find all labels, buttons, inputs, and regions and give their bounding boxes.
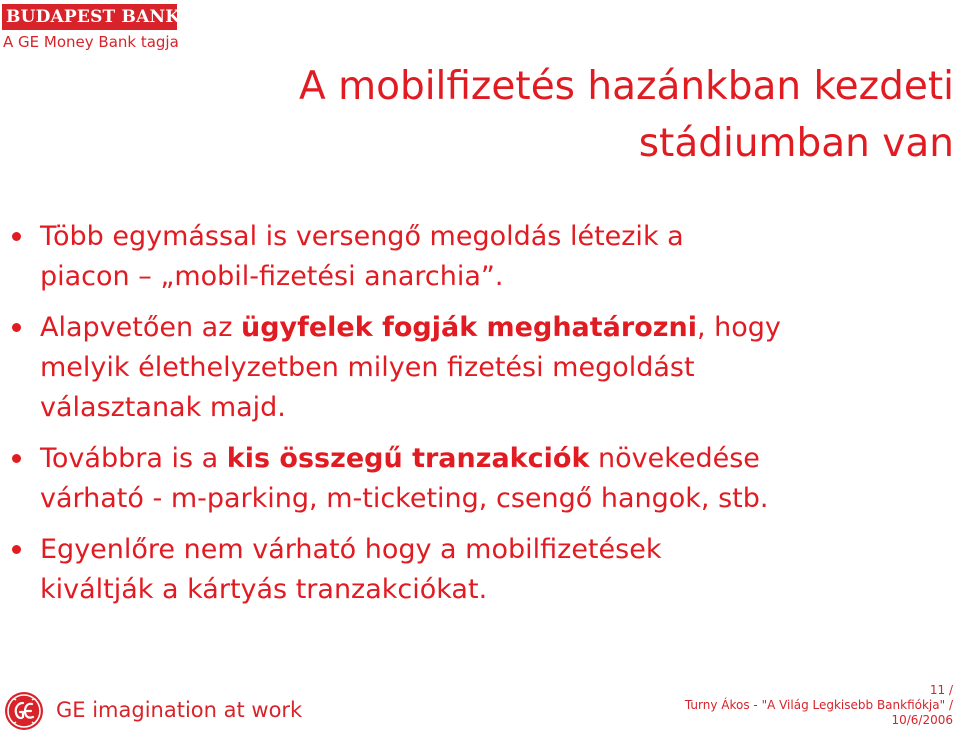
bullet-3-emphasis: kis összegű tranzakciók xyxy=(226,443,590,474)
presenter-credit: Turny Ákos - "A Világ Legkisebb Bankfiókja" / xyxy=(684,698,953,712)
bullet-dot-icon xyxy=(12,232,21,241)
bullet-2-line-1-pre: Alapvetően az xyxy=(40,312,241,343)
bullet-dot-icon xyxy=(12,323,21,332)
bank-tagline: A GE Money Bank tagja xyxy=(3,33,179,51)
bullet-item-4 xyxy=(0,530,959,610)
page-title-line-2: stádiumban van xyxy=(638,121,954,166)
page-number: 11 / xyxy=(929,683,953,697)
page-title-line-1: A mobilfizetés hazánkban kezdeti xyxy=(299,64,954,109)
bullet-3-line-2: várható - m-parking, m-ticketing, csengő hangok, stb. xyxy=(40,483,769,514)
bullet-1-line-2: piacon – „mobil-fizetési anarchia”. xyxy=(40,261,504,292)
bank-name: BUDAPEST BANK xyxy=(6,7,181,27)
bullet-2-line-3: választanak majd. xyxy=(40,392,286,423)
bullet-2-line-2: melyik élethelyzetben milyen fizetési megoldást xyxy=(40,352,695,383)
bullet-dot-icon xyxy=(12,545,21,554)
bullet-3-line-1-post: növekedése xyxy=(589,443,760,474)
page-title xyxy=(74,58,954,172)
bullet-3-line-1 xyxy=(40,439,959,479)
footer-info xyxy=(685,683,953,728)
bullet-list xyxy=(0,217,959,621)
bullet-1-line-1: Több egymással is versengő megoldás létezik a xyxy=(40,221,684,252)
bullet-item-1 xyxy=(0,217,959,297)
bullet-dot-icon xyxy=(12,454,21,463)
bullet-4-line-2: kiváltják a kártyás tranzakciókat. xyxy=(40,574,488,605)
bullet-item-2 xyxy=(0,308,959,428)
bullet-2-line-1-post: , hogy xyxy=(696,312,781,343)
ge-monogram-icon xyxy=(4,691,44,731)
bullet-item-3 xyxy=(0,439,959,519)
presentation-date: 10/6/2006 xyxy=(891,713,953,727)
bullet-3-line-1-pre: Továbbra is a xyxy=(40,443,227,474)
budapest-bank-logo xyxy=(2,4,181,30)
ge-tagline: GE imagination at work xyxy=(56,698,303,722)
bullet-2-emphasis: ügyfelek fogják meghatározni xyxy=(240,312,697,343)
bullet-2-line-1 xyxy=(40,308,959,348)
bullet-4-line-1: Egyenlőre nem várható hogy a mobilfizetések xyxy=(40,534,662,565)
